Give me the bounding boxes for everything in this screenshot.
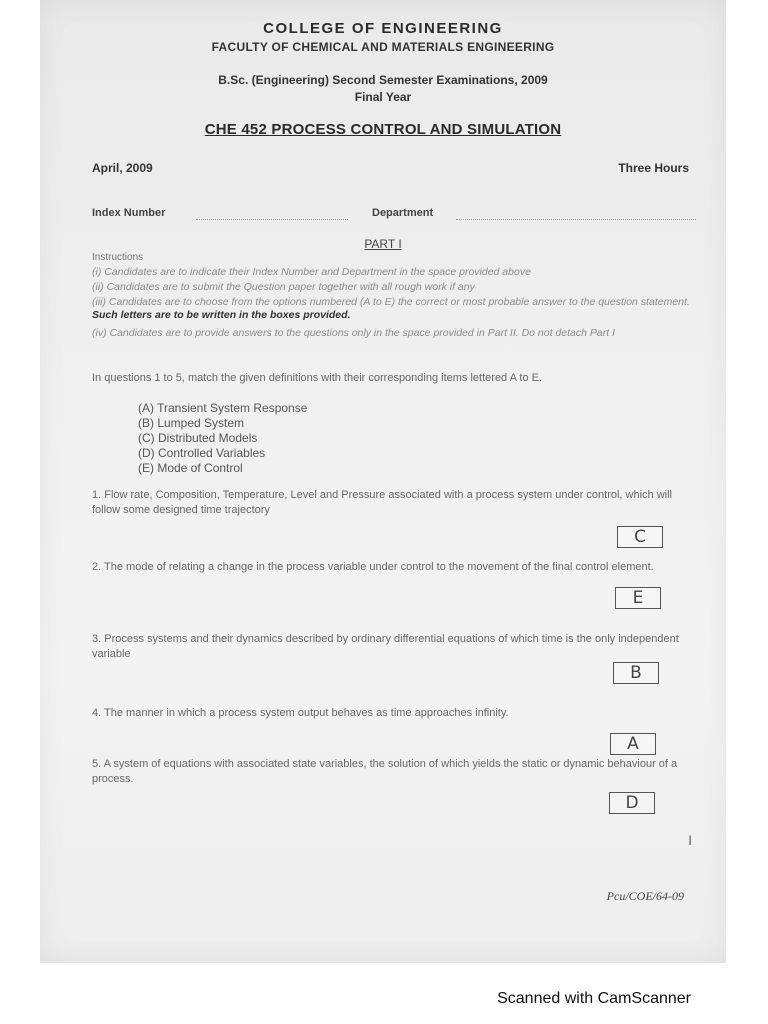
department-label: Department (372, 207, 434, 219)
index-number-field[interactable] (196, 209, 348, 220)
instruction-item: (ii) Candidates are to submit the Question paper together with all rough work if any (92, 281, 475, 293)
department-field[interactable] (456, 209, 696, 220)
exam-duration: Three Hours (618, 161, 689, 175)
year-heading: Final Year (354, 90, 412, 104)
faculty-heading: FACULTY OF CHEMICAL AND MATERIALS ENGINEERING (211, 40, 555, 54)
option-item: (A) Transient System Response (138, 401, 308, 415)
answer-box-3[interactable]: B (613, 662, 659, 684)
instructions-title: Instructions (92, 252, 144, 263)
exam-paper (40, 0, 726, 963)
answer-box-4[interactable]: A (610, 733, 656, 755)
document-reference: Pcu/COE/64-09 (606, 889, 684, 903)
question-4: 4. The manner in which a process system output behaves as time approaches infinity. (92, 707, 509, 719)
index-number-label: Index Number (92, 207, 166, 219)
question-3: 3. Process systems and their dynamics described by ordinary differential equations of which time is the only independent variable (92, 633, 679, 660)
instruction-text: (iii) Candidates are to choose from the options numbered (A to E) the correct or most probable answer to the question statement. (92, 296, 690, 308)
answer-box-2[interactable]: E (615, 587, 661, 609)
instruction-item: (i) Candidates are to indicate their Index Number and Department in the space provided above (92, 266, 531, 278)
part-label: PART I (364, 237, 402, 251)
option-item: (C) Distributed Models (138, 431, 258, 445)
camscanner-watermark: Scanned with CamScanner (497, 990, 691, 1007)
question-5: 5. A system of equations with associated state variables, the solution of which yields the static or dynamic behaviour of a process. (92, 758, 678, 785)
course-title: CHE 452 PROCESS CONTROL AND SIMULATION (204, 121, 562, 138)
instruction-item: (iv) Candidates are to provide answers to the questions only in the space provided in Part II. Do not detach Part I (92, 327, 615, 339)
exam-heading: B.Sc. (Engineering) Second Semester Examinations, 2009 (218, 73, 548, 87)
question-2: 2. The mode of relating a change in the process variable under control to the movement of the final control element. (92, 561, 654, 573)
option-item: (B) Lumped System (138, 416, 245, 430)
option-item: (E) Mode of Control (138, 461, 243, 475)
instruction-emphasis: Such letters are to be written in the boxes provided. (92, 309, 351, 321)
question-1: 1. Flow rate, Composition, Temperature, Level and Pressure associated with a process system under control, which will follow some designed time trajectory (92, 489, 673, 516)
questions-intro: In questions 1 to 5, match the given definitions with their corresponding items lettered A to E. (92, 372, 543, 384)
instruction-item (92, 296, 692, 322)
options-list (138, 401, 307, 476)
answer-box-5[interactable]: D (609, 792, 655, 814)
answer-box-1[interactable]: C (617, 526, 663, 548)
option-item: (D) Controlled Variables (138, 446, 266, 460)
page-mark: I (688, 832, 692, 848)
college-heading: COLLEGE OF ENGINEERING (263, 20, 503, 37)
exam-date: April, 2009 (92, 161, 153, 175)
